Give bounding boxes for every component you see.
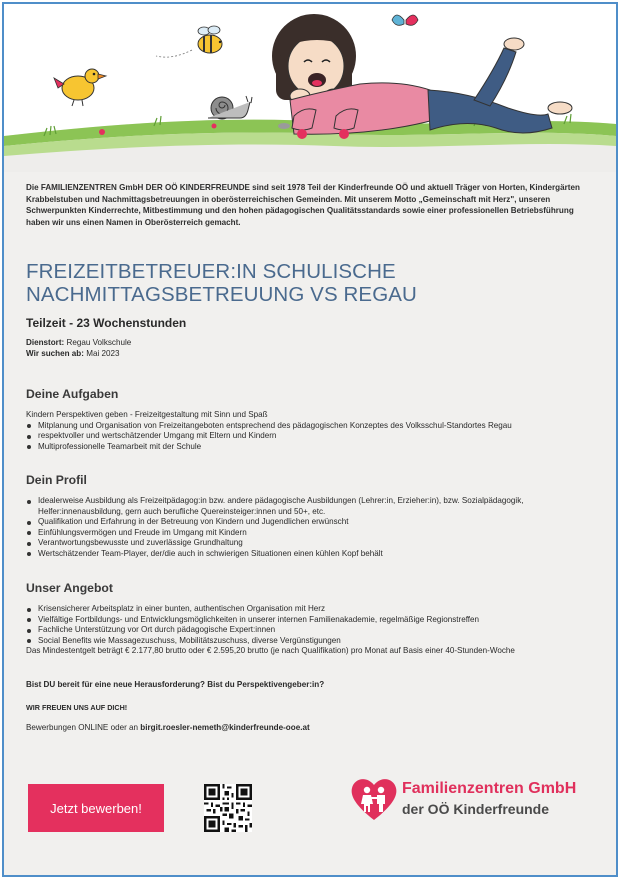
- job-title-line2: NACHMITTAGSBETREUUNG VS REGAU: [26, 283, 417, 306]
- profile-section: [26, 496, 592, 560]
- start-value: Mai 2023: [86, 349, 120, 358]
- list-item: Verantwortungsbewusste und zuverlässige Grundhaltung: [26, 538, 592, 549]
- location-row: [26, 337, 131, 348]
- offer-section: [26, 604, 592, 657]
- list-item: Idealerweise Ausbildung als Freizeitpädagog:in bzw. andere pädagogische Ausbildungen (Lehrer:in, Erzieher:in), bzw. Sozialpädagogik, Helfer:innenausbildung, gern auch berufliche Quereinsteiger:innen und 50+, etc.: [26, 496, 592, 517]
- tasks-section: [26, 410, 592, 452]
- list-item: Vielfältige Fortbildungs- und Entwicklungsmöglichkeiten in unserer internen Familienakademie, regelmäßige Regionstreffen: [26, 615, 592, 626]
- offer-list: [26, 604, 592, 646]
- hero-illustration: [4, 4, 616, 172]
- job-title: [26, 260, 592, 306]
- tasks-lead: Kindern Perspektiven geben - Freizeitgestaltung mit Sinn und Spaß: [26, 410, 268, 419]
- apply-lead: Bewerbungen ONLINE oder an: [26, 723, 139, 732]
- list-item: Qualifikation und Erfahrung in der Betreuung von Kindern und Jugendlichen erwünscht: [26, 517, 592, 528]
- apply-email-link[interactable]: birgit.roesler-nemeth@kinderfreunde-ooe.at: [140, 723, 310, 732]
- job-title-line1: FREIZEITBETREUER:IN SCHULISCHE: [26, 260, 396, 283]
- intro-text: Die FAMILIENZENTREN GmbH DER OÖ KINDERFREUNDE sind seit 1978 Teil der Kinderfreunde OÖ und aktuell Träger von Horten, Kindergärten Krabbelstuben und Nachmittagsbetreuungen in oberösterreichischen Gemeinden. Mit unserem Motto „Gemeinschaft mit Herz", unseren Schwerpunkten Kinderrechte, Mitbestimmung und den hohen pädagogischen Qualitätsstandards sowie einer professionellen Betriebsführung haben wir uns einen Namen in Oberösterreich gemacht.: [26, 183, 580, 227]
- list-item: Einfühlungsvermögen und Freude im Umgang mit Kindern: [26, 528, 592, 539]
- slogan-text: WIR FREUEN UNS AUF DICH!: [26, 703, 128, 712]
- company-logo: [350, 774, 600, 824]
- logo-line1: Familienzentren GmbH: [402, 780, 577, 797]
- profile-heading: Dein Profil: [26, 473, 87, 487]
- tasks-list: [26, 421, 592, 453]
- job-meta: [26, 337, 131, 359]
- logo-line2: der OÖ Kinderfreunde: [402, 801, 550, 817]
- profile-list: [26, 496, 592, 560]
- heart-family-icon: [350, 776, 398, 822]
- list-item: Wertschätzender Team-Player, der/die auch in schwierigen Situationen einen kühlen Kopf behält: [26, 549, 592, 560]
- question-text: Bist DU bereit für eine neue Herausforderung? Bist du Perspektivengeber:in?: [26, 680, 325, 689]
- apply-button[interactable]: Jetzt bewerben!: [28, 784, 164, 832]
- list-item: respektvoller und wertschätzender Umgang mit Eltern und Kindern: [26, 431, 592, 442]
- apply-text: [26, 723, 310, 732]
- list-item: Krisensicherer Arbeitsplatz in einer bunten, authentischen Organisation mit Herz: [26, 604, 592, 615]
- list-item: Social Benefits wie Massagezuschuss, Mobilitätszuschuss, diverse Vergünstigungen: [26, 636, 592, 647]
- list-item: Fachliche Unterstützung vor Ort durch pädagogische Expert:innen: [26, 625, 592, 636]
- job-posting: [2, 2, 618, 877]
- list-item: Mitplanung und Organisation von Freizeitangeboten entsprechend des pädagogischen Konzeptes des Volksschul-Standortes Regau: [26, 421, 592, 432]
- offer-heading: Unser Angebot: [26, 581, 113, 595]
- start-label: Wir suchen ab:: [26, 349, 84, 358]
- salary-text: Das Mindestentgelt beträgt € 2.177,80 brutto oder € 2.595,20 brutto (je nach Qualifikation) pro Monat auf Basis einer 40-Stunden-Woche: [26, 646, 515, 656]
- job-subtitle: Teilzeit - 23 Wochenstunden: [26, 316, 187, 330]
- location-label: Dienstort:: [26, 338, 65, 347]
- list-item: Multiprofessionelle Teamarbeit mit der Schule: [26, 442, 592, 453]
- qr-code-icon[interactable]: [204, 784, 252, 832]
- tasks-heading: Deine Aufgaben: [26, 387, 119, 401]
- location-value: Regau Volkschule: [66, 338, 132, 347]
- start-row: [26, 348, 131, 359]
